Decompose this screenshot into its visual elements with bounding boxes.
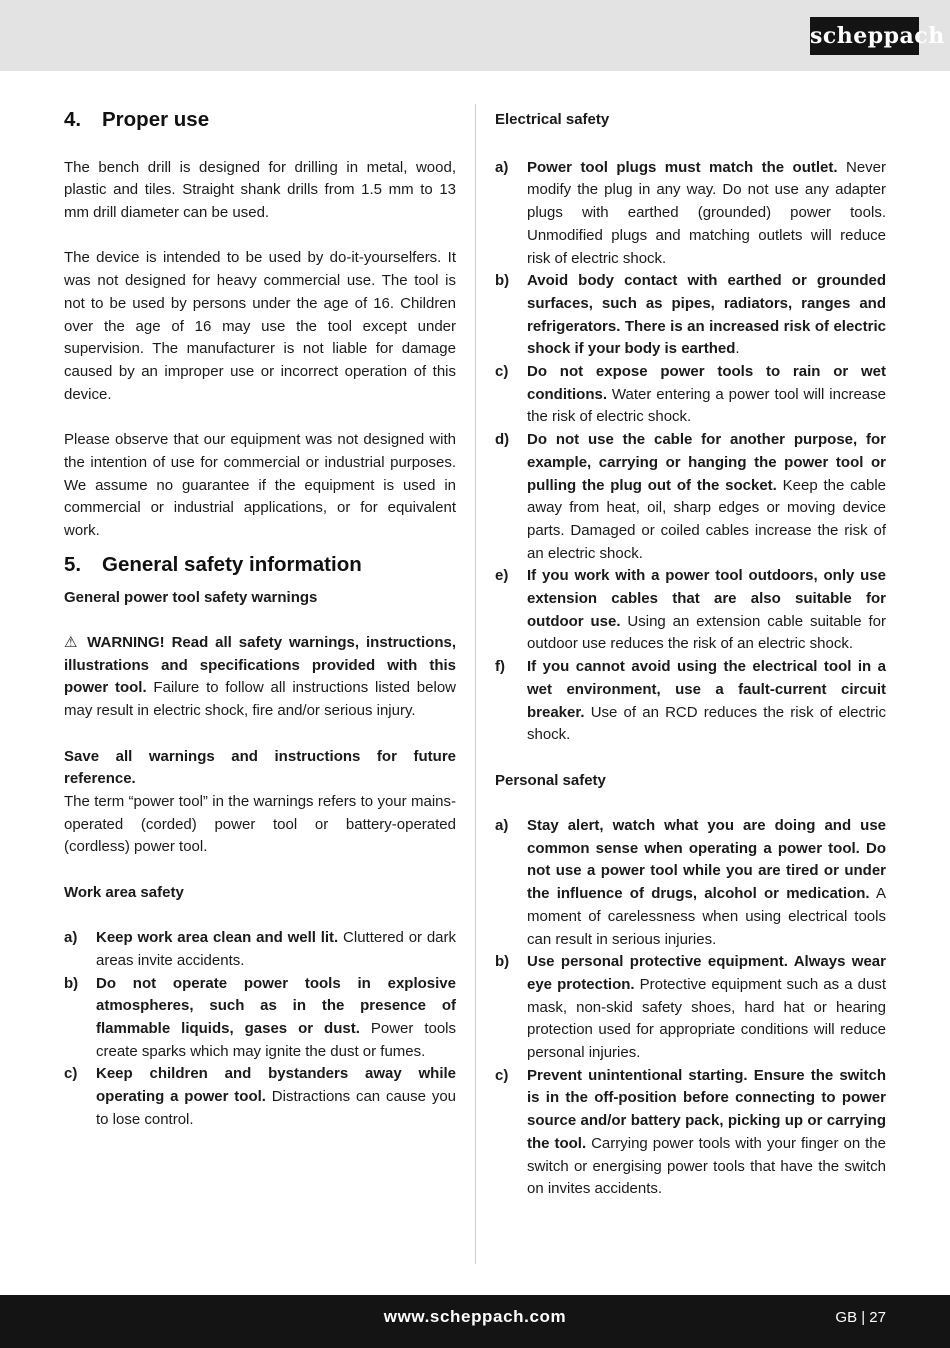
list-item-text xyxy=(527,565,886,656)
list-item-bold-text: Avoid body contact with earthed or grounded surfaces, such as pipes, radiators, ranges and refrigerators. There is an increased risk of electric shock if your body is earthed xyxy=(527,272,886,358)
list-item-label: a) xyxy=(495,158,509,176)
list-item-text xyxy=(96,927,456,972)
list-item-rest-text: Power tools create sparks which may ignite the dust or fumes. xyxy=(96,1019,456,1060)
list-item xyxy=(495,1065,886,1201)
subheading: General power tool safety warnings xyxy=(64,588,318,606)
list-item xyxy=(64,927,456,972)
section-5-heading xyxy=(64,551,456,579)
section-title: General safety information xyxy=(102,552,362,576)
section-4-heading xyxy=(64,106,456,134)
header-band xyxy=(0,0,950,71)
list-item-label: c) xyxy=(495,1066,509,1084)
list-item-label: a) xyxy=(64,929,78,947)
list-item-bold-text: Prevent unintentional starting. Ensure the switch is in the off-position before connecting to power source and/or battery pack, picking up or carrying the tool. xyxy=(527,1066,886,1152)
list-item xyxy=(495,951,886,1065)
paragraph: The term “power tool” in the warnings refers to your mains-operated (corded) power tool or battery-operated (cordless) power tool. xyxy=(64,792,456,856)
subheading: Personal safety xyxy=(495,771,606,789)
list-item-bold-text: Do not expose power tools to rain or wet conditions. xyxy=(527,363,886,403)
list-item-rest-text: Protective equipment such as a dust mask, non-skid safety shoes, hard hat or hearing protection used for appropriate conditions will reduce personal injuries. xyxy=(527,975,886,1062)
list-item-text xyxy=(527,157,886,271)
list-item-label: d) xyxy=(495,431,510,449)
list-item xyxy=(495,815,886,951)
section-number: 5. xyxy=(64,552,82,576)
list-item-text xyxy=(96,973,456,1064)
list-item xyxy=(64,973,456,1064)
warning-bold-text: WARNING! Read all safety warnings, instructions, illustrations and specifications provided with this power tool. xyxy=(64,634,457,697)
footer-website-link[interactable]: www.scheppach.com xyxy=(383,1307,567,1326)
list-item-text xyxy=(527,951,886,1065)
section-number: 4. xyxy=(64,108,82,131)
paragraph: Please observe that our equipment was not designed with the intention of use for commercial or industrial purposes. We assume no guarantee if the equipment is used in commercial or industrial applications, or for equivalent work. xyxy=(64,431,456,539)
list-item-bold-text: Keep children and bystanders away while operating a power tool. xyxy=(96,1065,456,1106)
list-item xyxy=(495,361,886,429)
subheading: Work area safety xyxy=(64,883,184,901)
list-item-label: a) xyxy=(495,817,509,835)
list-item xyxy=(495,429,886,565)
list-item-text xyxy=(527,270,886,361)
list-item-rest-text: . xyxy=(735,340,740,358)
list-item-bold-text: Do not operate power tools in explosive atmospheres, such as in the presence of flammable liquids, gases or dust. xyxy=(96,974,456,1037)
list-item-bold-text: Power tool plugs must match the outlet. xyxy=(527,158,838,176)
list-item-rest-text: A moment of carelessness when using electrical tools can result in serious injuries. xyxy=(527,885,886,948)
list-item-label: f) xyxy=(495,658,505,676)
column-divider xyxy=(475,104,476,1264)
list-item xyxy=(495,656,886,747)
list-item-text xyxy=(527,656,886,747)
personal-safety-list xyxy=(495,815,886,1201)
subheading: Electrical safety xyxy=(495,111,610,128)
list-item-rest-text: Carrying power tools with your finger on the switch or energising power tools that have the switch on invites accidents. xyxy=(527,1134,886,1198)
list-item-label: c) xyxy=(64,1065,78,1083)
list-item-label: c) xyxy=(495,363,509,381)
list-item-rest-text: Using an extension cable suitable for outdoor use reduces the risk of an electric shock. xyxy=(527,612,887,653)
list-item xyxy=(64,1063,456,1131)
page-number: GB | 27 xyxy=(835,1309,886,1326)
left-column xyxy=(64,106,456,1131)
list-item-rest-text: Distractions can cause you to lose control. xyxy=(96,1088,456,1128)
right-column xyxy=(495,106,886,1201)
work-area-list xyxy=(64,927,456,1131)
list-item-rest-text: Use of an RCD reduces the risk of electric shock. xyxy=(527,703,886,744)
warning-text: Failure to follow all instructions listed below may result in electric shock, fire and/or serious injury. xyxy=(64,679,456,720)
save-instructions-note: Save all warnings and instructions for future reference. xyxy=(64,747,456,788)
warning-paragraph xyxy=(64,632,456,723)
list-item-bold-text: Keep work area clean and well lit. xyxy=(96,929,339,947)
list-item-bold-text: Stay alert, watch what you are doing and use common sense when operating a power tool. Do not use a power tool while you are tired or under the influence of drugs, alcohol or medication. xyxy=(527,817,886,903)
section-title: Proper use xyxy=(102,108,210,131)
warning-icon: ⚠ xyxy=(64,634,81,651)
list-item-text xyxy=(527,361,886,429)
list-item-bold-text: Use personal protective equipment. Always wear eye protection. xyxy=(527,953,886,993)
list-item-bold-text: If you cannot avoid using the electrical tool in a wet environment, use a fault-current circuit breaker. xyxy=(527,658,886,721)
electrical-safety-list xyxy=(495,157,886,747)
list-item-bold-text: Do not use the cable for another purpose, for example, carrying or hanging the power tool or pulling the plug out of the socket. xyxy=(527,431,886,494)
list-item-text xyxy=(527,429,886,565)
footer-band xyxy=(0,1295,950,1348)
list-item-rest-text: Water entering a power tool will increase the risk of electric shock. xyxy=(527,385,886,426)
paragraph: The device is intended to be used by do-it-yourselfers. It was not designed for heavy commercial use. The tool is not to be used by persons under the age of 16. Children over the age of 16 may use the tool except under supervision. The manufacturer is not liable for damage caused by an improper use or incorrect operation of this device. xyxy=(64,249,456,403)
list-item-label: e) xyxy=(495,567,509,585)
list-item-label: b) xyxy=(495,272,510,290)
list-item-text xyxy=(527,1065,886,1201)
list-item-text xyxy=(96,1063,456,1131)
list-item xyxy=(495,157,886,271)
list-item xyxy=(495,565,886,656)
list-item-rest-text: Never modify the plug in any way. Do not use any adapter plugs with earthed (grounded) power tools. Unmodified plugs and matching outlets will reduce risk of electric shock. xyxy=(527,158,887,267)
list-item-text xyxy=(527,815,886,951)
scheppach-logo: scheppach xyxy=(810,17,919,55)
list-item-label: b) xyxy=(64,974,79,992)
list-item-label: b) xyxy=(495,953,510,971)
list-item-bold-text: If you work with a power tool outdoors, only use extension cables that are also suitable for outdoor use. xyxy=(527,567,886,630)
list-item-rest-text: Cluttered or dark areas invite accidents. xyxy=(96,929,457,969)
list-item xyxy=(495,270,886,361)
paragraph: The bench drill is designed for drilling in metal, wood, plastic and tiles. Straight shank drills from 1.5 mm to 13 mm drill diameter can be used. xyxy=(64,158,456,222)
list-item-rest-text: Keep the cable away from heat, oil, sharp edges or moving device parts. Damaged or coiled cables increase the risk of an electric shock. xyxy=(527,476,886,562)
